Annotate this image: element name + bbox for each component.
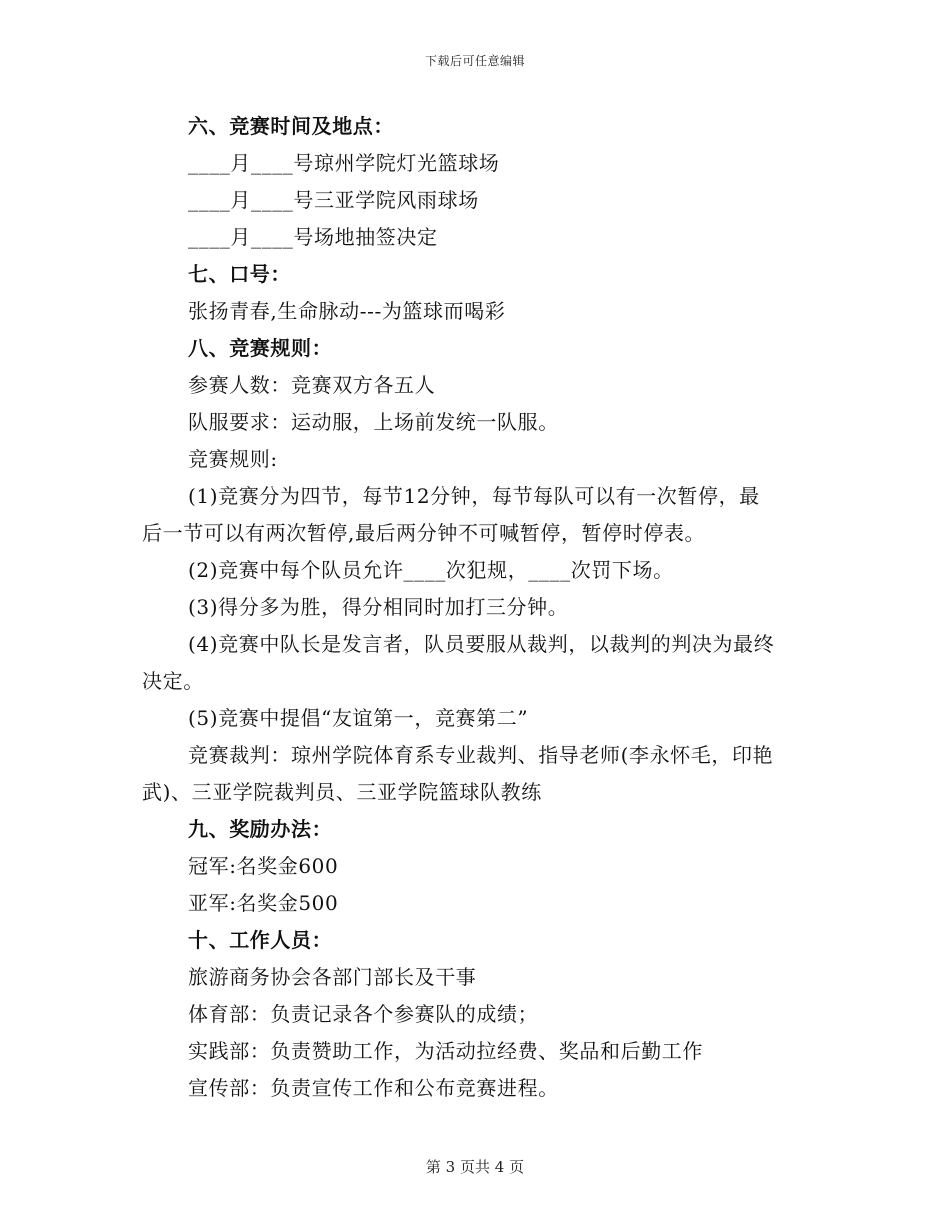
paragraph-line: ____月____号三亚学院风雨球场 (188, 188, 479, 212)
paragraph-line: 实践部：负责赞助工作，为活动拉经费、奖品和后勤工作 (188, 1039, 703, 1063)
section-heading-9: 九、奖励办法： (188, 817, 333, 841)
page-footer: 第 3 页共 4 页 (425, 1158, 525, 1176)
paragraph-line: 参赛人数：竞赛双方各五人 (188, 373, 436, 397)
rule-item-1-continued: 后一节可以有两次暂停,最后两分钟不可喊暂停，暂停时停表。 (142, 521, 706, 545)
rule-item-5: (5)竞赛中提倡“友谊第一，竞赛第二” (188, 706, 529, 730)
rule-item-1: (1)竞赛分为四节，每节12分钟，每节每队可以有一次暂停，最 (188, 484, 760, 508)
section-heading-6: 六、竞赛时间及地点： (188, 114, 394, 138)
section-heading-10: 十、工作人员： (188, 928, 333, 952)
paragraph-line: 竞赛规则: (188, 447, 278, 471)
paragraph-line: 亚军:名奖金500 (188, 891, 339, 915)
section-heading-8: 八、竞赛规则： (188, 336, 333, 360)
page-header: 下载后可任意编辑 (424, 54, 525, 68)
paragraph-line: 宣传部：负责宣传工作和公布竞赛进程。 (188, 1076, 559, 1100)
paragraph-line: 体育部：负责记录各个参赛队的成绩； (188, 1002, 539, 1026)
rule-item-3: (3)得分多为胜，得分相同时加打三分钟。 (188, 595, 569, 619)
paragraph-line: ____月____号场地抽签决定 (188, 225, 438, 249)
paragraph-line: ____月____号琼州学院灯光篮球场 (188, 151, 500, 175)
paragraph-line: 冠军:名奖金600 (188, 854, 339, 878)
rule-item-4: (4)竞赛中队长是发言者，队员要服从裁判，以裁判的判决为最终 (188, 632, 775, 656)
document-body (142, 108, 812, 1107)
rule-item-2: (2)竞赛中每个队员允许____次犯规，____次罚下场。 (188, 558, 674, 582)
paragraph-line: 队服要求：运动服，上场前发统一队服。 (188, 410, 559, 434)
paragraph-line: 旅游商务协会各部门部长及干事 (188, 965, 477, 989)
referee-line-continued: 武)、三亚学院裁判员、三亚学院篮球队教练 (142, 780, 542, 804)
rule-item-4-continued: 决定。 (142, 669, 204, 693)
referee-line: 竞赛裁判：琼州学院体育系专业裁判、指导老师(李永怀毛，印艳 (188, 743, 774, 767)
section-heading-7: 七、口号： (188, 262, 291, 286)
paragraph-line: 张扬青春,生命脉动---为篮球而喝彩 (188, 299, 506, 323)
